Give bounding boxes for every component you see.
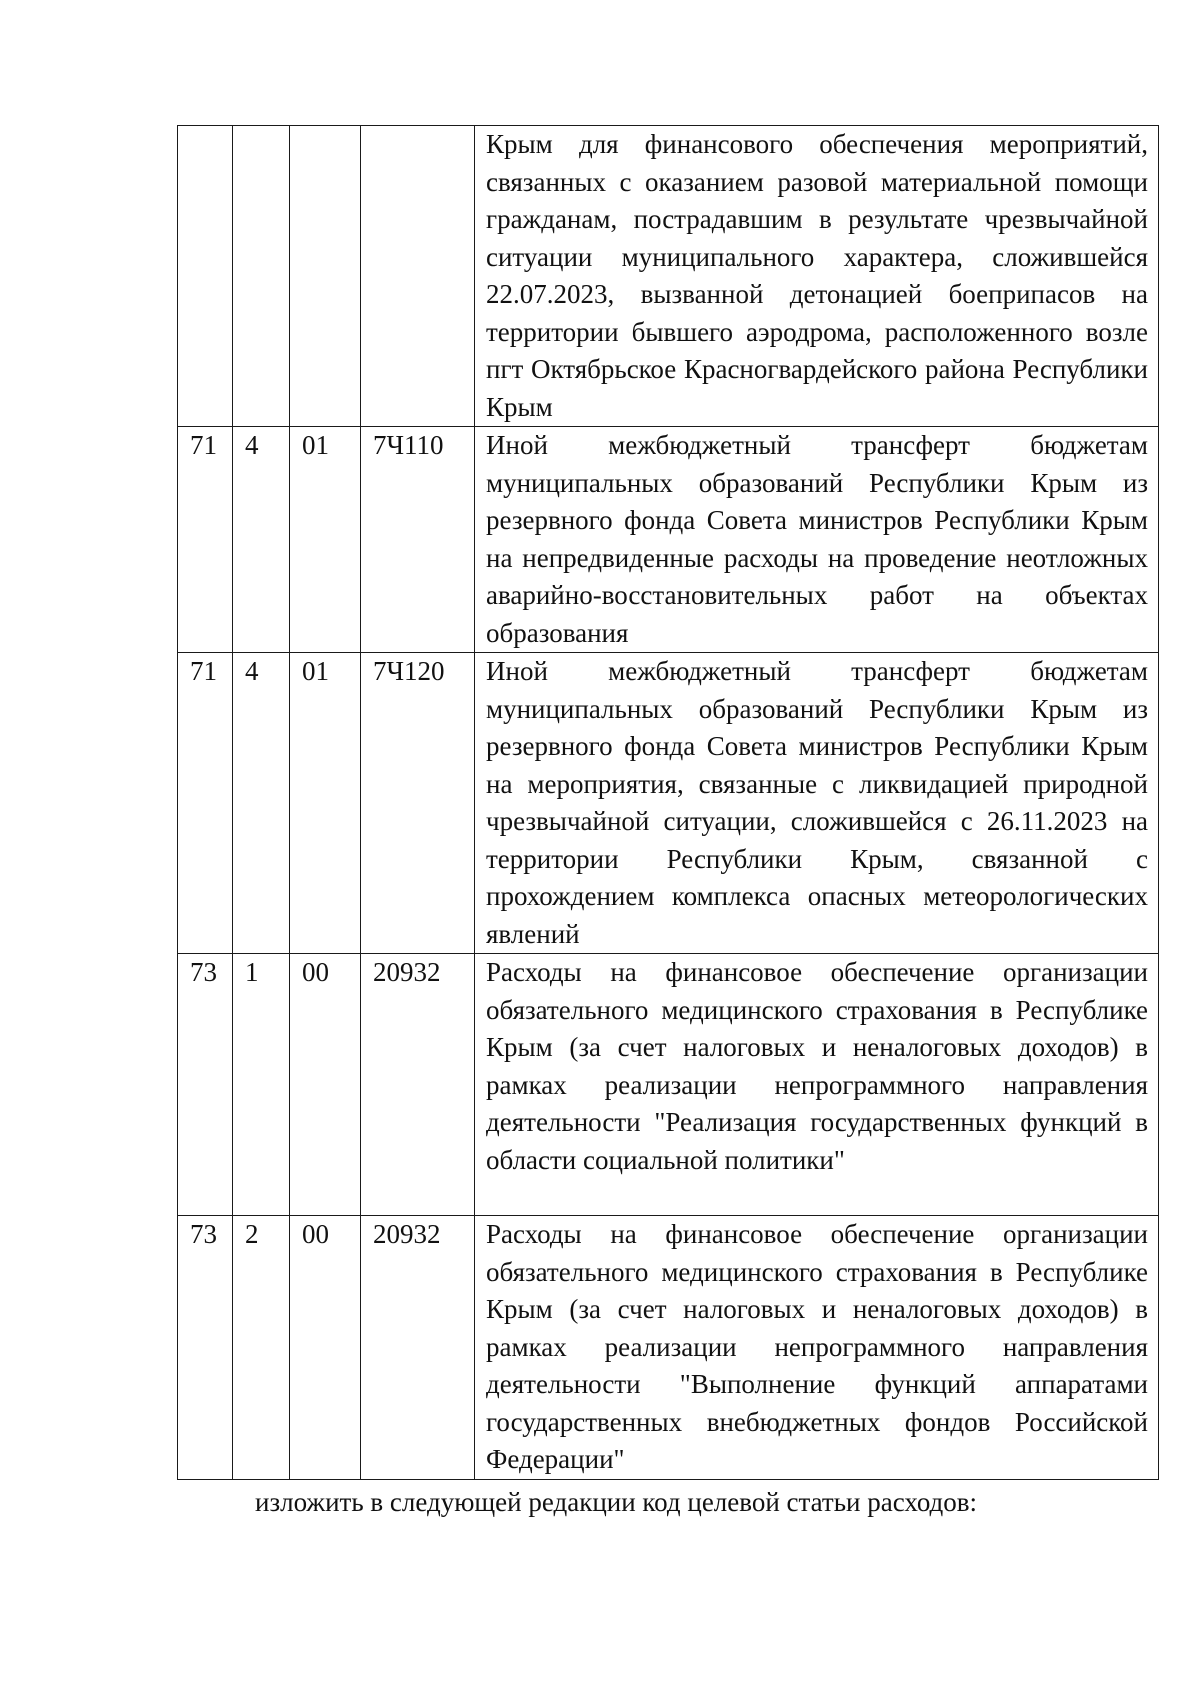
table-row (178, 126, 1159, 427)
code-part-4-cell: 7Ч120 (361, 653, 475, 954)
code-part-2-cell: 4 (233, 427, 290, 653)
code-part-4-cell: 20932 (361, 1216, 475, 1480)
code-part-3-cell: 00 (290, 1216, 361, 1480)
following-instruction-text: изложить в следующей редакции код целевой статьи расходов: (255, 1487, 978, 1517)
description-text: Крым для финансового обеспечения мероприятий, связанных с оказанием разовой материальной помощи гражданам, пострадавшим в результате чрезвычайной ситуации муниципального характера, сложившейся 22.07.2023, вызванной детонацией боеприпасов на территории бывшего аэродрома, расположенного возле пгт Октябрьское Красногвардейского района Республики Крым (486, 129, 1148, 422)
code-part-2-cell: 1 (233, 954, 290, 1216)
description-cell (475, 1216, 1159, 1480)
description-cell (475, 954, 1159, 1216)
code-part-1-cell: 71 (178, 427, 233, 653)
code-part-3-cell: 00 (290, 954, 361, 1216)
code-part-3-cell: 01 (290, 427, 361, 653)
code-part-3-cell (290, 126, 361, 427)
code-part-2-cell: 2 (233, 1216, 290, 1480)
description-text: Иной межбюджетный трансферт бюджетам муниципальных образований Республики Крым из резервного фонда Совета министров Республики Крым на мероприятия, связанные с ликвидацией природной чрезвычайной ситуации, сложившейся с 26.11.2023 на территории Республики Крым, связанной с прохождением комплекса опасных метеорологических явлений (486, 656, 1148, 949)
budget-codes-table (177, 125, 1159, 1480)
code-part-3-cell: 01 (290, 653, 361, 954)
description-cell (475, 653, 1159, 954)
code-part-2-cell (233, 126, 290, 427)
code-part-4-cell: 20932 (361, 954, 475, 1216)
code-part-1-cell (178, 126, 233, 427)
description-text: Иной межбюджетный трансферт бюджетам муниципальных образований Республики Крым из резервного фонда Совета министров Республики Крым на непредвиденные расходы на проведение неотложных аварийно-восстановительных работ на объектах образования (486, 430, 1148, 648)
table-row (178, 653, 1159, 954)
code-part-1-cell: 71 (178, 653, 233, 954)
code-part-1-cell: 73 (178, 1216, 233, 1480)
description-cell (475, 126, 1159, 427)
table-row (178, 427, 1159, 653)
description-cell (475, 427, 1159, 653)
description-text: Расходы на финансовое обеспечение организации обязательного медицинского страхования в Республике Крым (за счет налоговых и неналоговых доходов) в рамках реализации непрограммного направления деятельности "Выполнение функций аппаратами государственных внебюджетных фондов Российской Федерации" (486, 1219, 1148, 1474)
code-part-1-cell: 73 (178, 954, 233, 1216)
code-part-4-cell: 7Ч110 (361, 427, 475, 653)
code-part-2-cell: 4 (233, 653, 290, 954)
description-text: Расходы на финансовое обеспечение организации обязательного медицинского страхования в Республике Крым (за счет налоговых и неналоговых доходов) в рамках реализации непрограммного направления деятельности "Реализация государственных функций в области социальной политики" (486, 957, 1148, 1175)
table-row (178, 1216, 1159, 1480)
code-part-4-cell (361, 126, 475, 427)
table-row (178, 954, 1159, 1216)
